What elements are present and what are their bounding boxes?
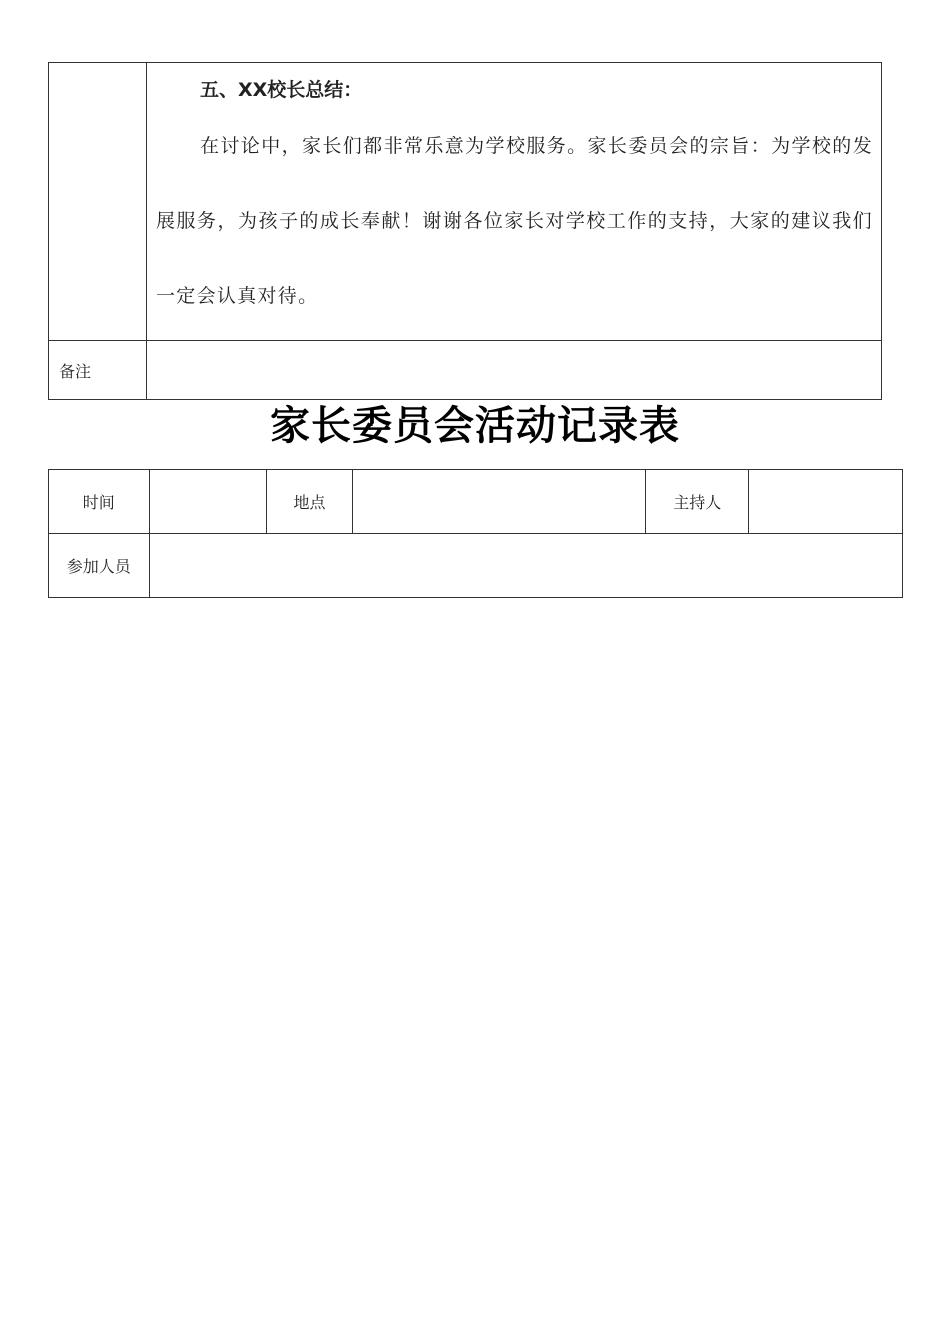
remark-value: [147, 341, 882, 400]
summary-heading: 五、XX校长总结：: [200, 79, 363, 101]
summary-left-cell: [49, 63, 147, 341]
time-label: 时间: [49, 470, 150, 534]
previous-record-table: [48, 62, 882, 400]
participants-value-cell[interactable]: [149, 534, 902, 598]
participants-label: 参加人员: [49, 534, 150, 598]
host-label: 主持人: [646, 470, 749, 534]
time-value-cell[interactable]: [149, 470, 267, 534]
document-title: 家长委员会活动记录表: [270, 402, 680, 449]
info-row: [49, 470, 903, 534]
participants-row: [49, 534, 903, 598]
activity-record-table: [48, 469, 903, 598]
summary-body: 在讨论中，家长们都非常乐意为学校服务。家长委员会的宗旨：为学校的发展服务，为孩子的成长奉献！谢谢各位家长对学校工作的支持，大家的建议我们一定会认真对待。: [156, 135, 873, 307]
place-label: 地点: [267, 470, 353, 534]
place-value-cell[interactable]: [352, 470, 646, 534]
summary-row: [49, 63, 882, 341]
host-value-cell[interactable]: [749, 470, 903, 534]
summary-cell: [147, 63, 882, 341]
remark-row: [49, 341, 882, 400]
remark-label: 备注: [49, 341, 147, 400]
